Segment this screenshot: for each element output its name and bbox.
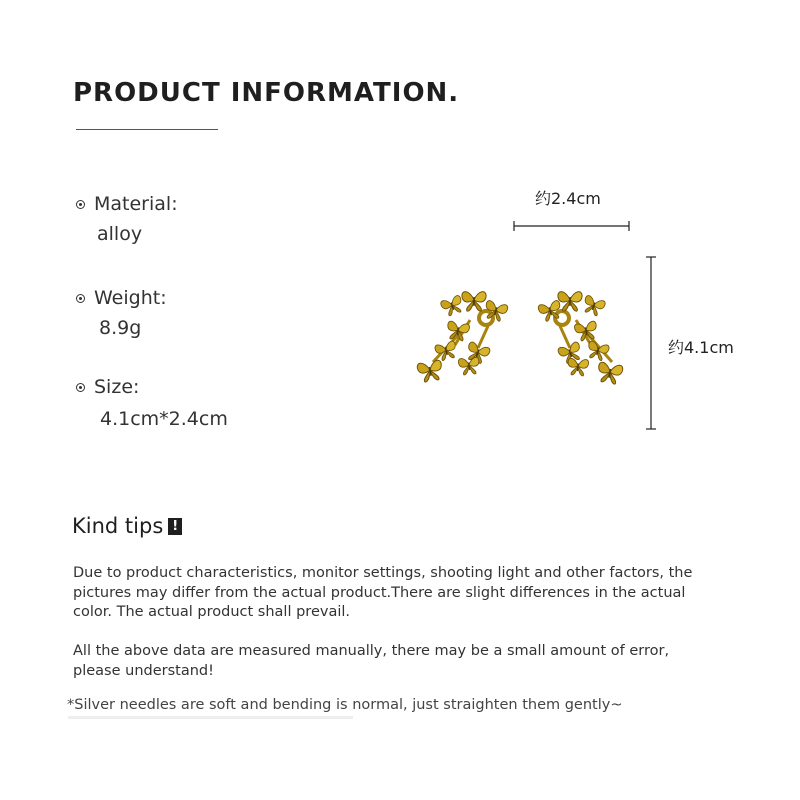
page-title: PRODUCT INFORMATION. xyxy=(73,78,460,108)
height-dimension-label: 约4.1cm xyxy=(668,338,734,357)
tips-paragraph-1: Due to product characteristics, monitor settings, shooting light and other factors, the pictures may differ from the actual product.There are slight differences in the actual color. The actual product shall prevail. xyxy=(73,565,693,620)
spec-label: Size: xyxy=(94,376,140,398)
silver-needle-note: *Silver needles are soft and bending is normal, just straighten them gently~ xyxy=(67,697,623,713)
right-earring xyxy=(538,292,624,385)
spec-value: 4.1cm*2.4cm xyxy=(100,408,228,430)
spec-label: Material: xyxy=(94,193,178,215)
kind-tips-title: Kind tips xyxy=(72,514,164,538)
exclamation-icon: ! xyxy=(168,518,182,535)
width-dimension-line xyxy=(514,221,629,231)
kind-tips-heading xyxy=(72,514,182,538)
spec-label: Weight: xyxy=(94,287,167,309)
tips-paragraph-2: All the above data are measured manually, there may be a small amount of error, please understand! xyxy=(73,643,670,679)
note-highlight xyxy=(68,716,353,719)
height-dimension-line xyxy=(646,257,656,429)
spec-value: 8.9g xyxy=(99,317,142,339)
spec-value: alloy xyxy=(97,223,143,245)
width-dimension-label: 约2.4cm xyxy=(535,189,601,208)
left-earring xyxy=(417,292,509,383)
